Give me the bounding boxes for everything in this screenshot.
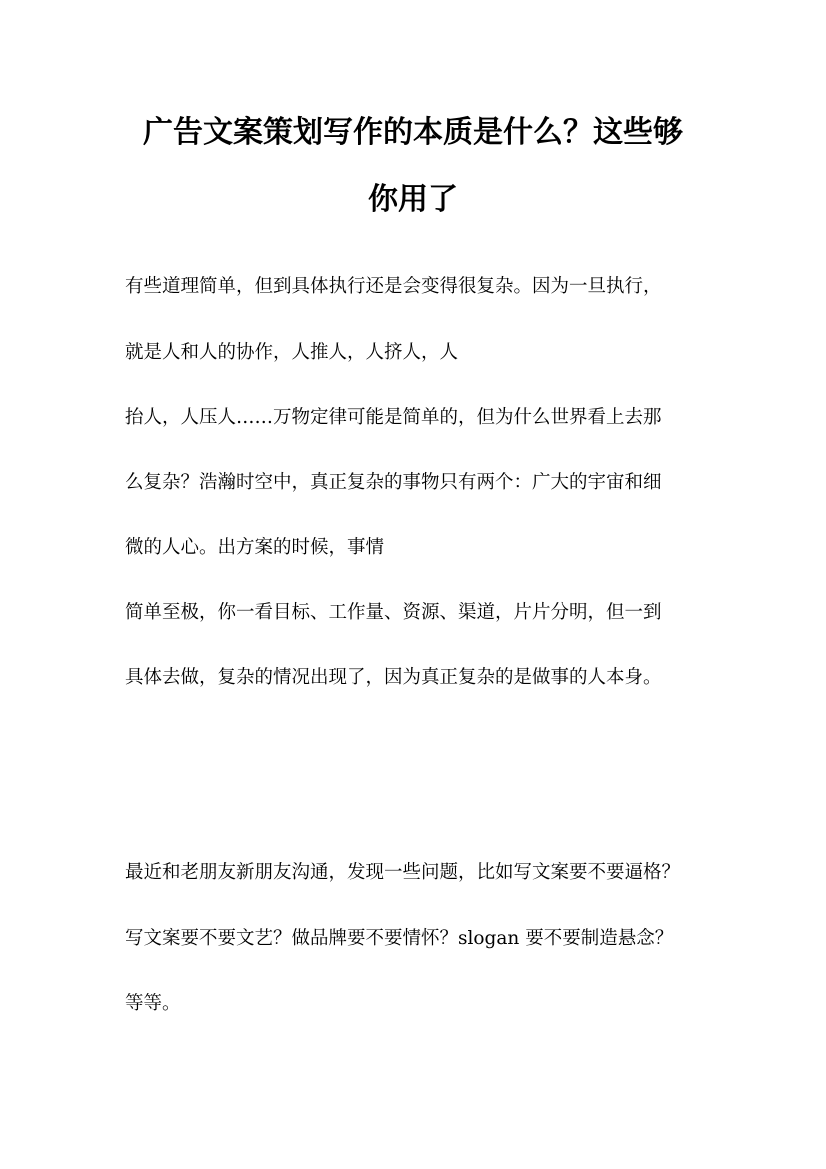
paragraph-line: 简单至极，你一看目标、工作量、资源、渠道，片片分明，但一到: [125, 602, 662, 623]
paragraph-line: 么复杂？浩瀚时空中，真正复杂的事物只有两个：广大的宇宙和细: [125, 472, 662, 493]
paragraph-line: 写文案要不要文艺？做品牌要不要情怀？slogan 要不要制造悬念？: [125, 928, 674, 949]
paragraph-line: 就是人和人的协作，人推人，人挤人，人: [125, 342, 459, 363]
paragraph-line: 微的人心。出方案的时候，事情: [125, 537, 385, 558]
paragraph-line: 有些道理简单，但到具体执行还是会变得很复杂。因为一旦执行，: [125, 276, 662, 297]
title-line: 广告文案策划写作的本质是什么？这些够: [143, 115, 683, 150]
paragraph-line: 抬人，人压人……万物定律可能是简单的，但为什么世界看上去那: [125, 407, 662, 428]
paragraph-line: 最近和老朋友新朋友沟通，发现一些问题，比如写文案要不要逼格？: [125, 862, 681, 883]
title-line: 你用了: [368, 182, 458, 217]
paragraph-line: 等等。: [125, 993, 181, 1014]
paragraph-line: 具体去做，复杂的情况出现了，因为真正复杂的是做事的人本身。: [125, 667, 662, 688]
